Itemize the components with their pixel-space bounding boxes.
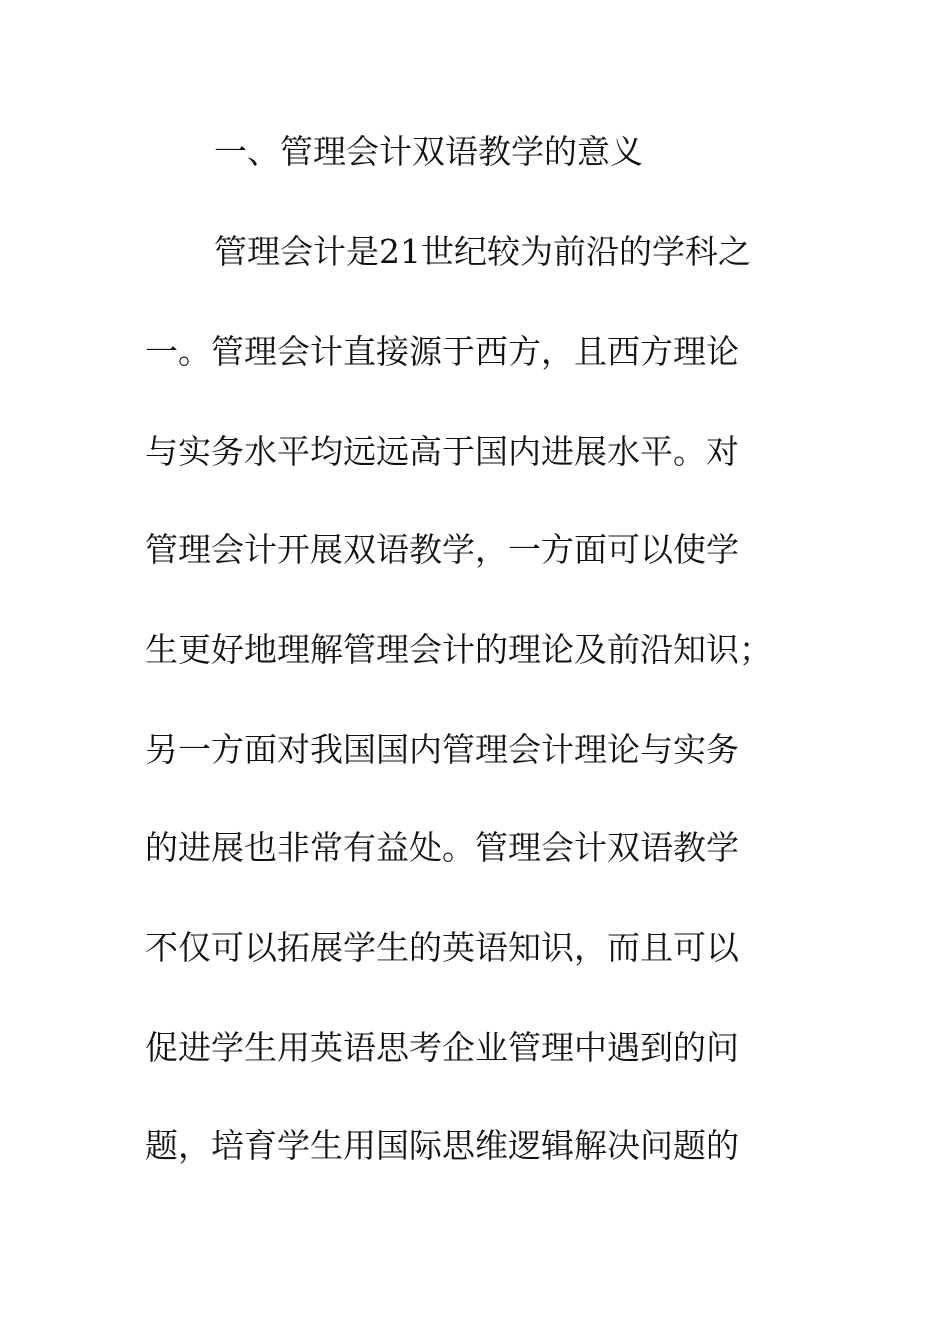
paragraph-line: 另一方面对我国国内管理会计理论与实务 <box>145 730 739 769</box>
paragraph-line: 管理会计开展双语教学，一方面可以使学 <box>145 530 739 569</box>
paragraph-line: 不仅可以拓展学生的英语知识，而且可以 <box>145 928 739 967</box>
paragraph-line: 生更好地理解管理会计的理论及前沿知识； <box>145 630 772 669</box>
section-heading: 一、管理会计双语教学的意义 <box>214 132 643 171</box>
paragraph-line: 促进学生用英语思考企业管理中遇到的问 <box>145 1028 739 1067</box>
paragraph-line: 一。管理会计直接源于西方，且西方理论 <box>145 332 739 371</box>
paragraph-line: 题，培育学生用国际思维逻辑解决问题的 <box>145 1126 739 1165</box>
paragraph-line: 的进展也非常有益处。管理会计双语教学 <box>145 828 739 867</box>
paragraph-line: 与实务水平均远远高于国内进展水平。对 <box>145 432 739 471</box>
paragraph-line: 管理会计是21世纪较为前沿的学科之 <box>214 232 751 271</box>
